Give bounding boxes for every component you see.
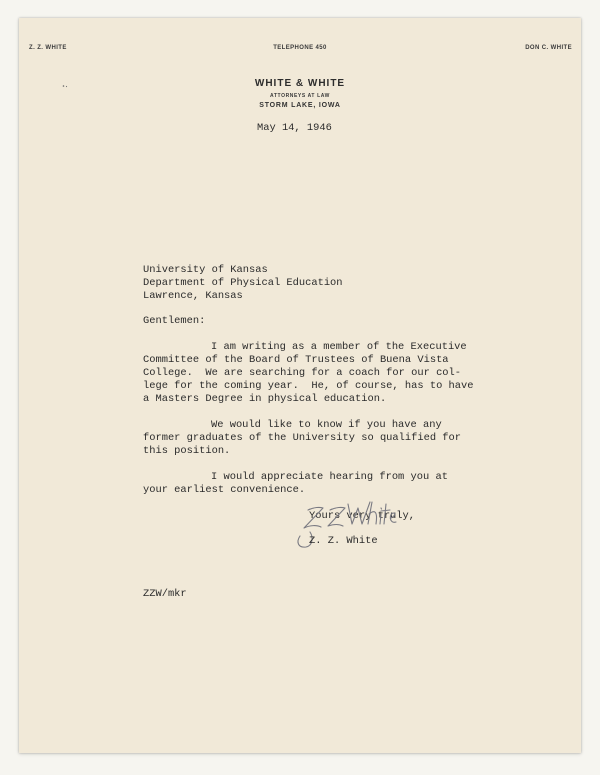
body-line: Committee of the Board of Trustees of Buena Vista	[143, 354, 449, 366]
body-line: I am writing as a member of the Executive	[211, 341, 467, 353]
letterhead-telephone: TELEPHONE 450	[273, 45, 327, 51]
body-line: I would appreciate hearing from you at	[211, 471, 448, 483]
body-line: College. We are searching for a coach for our col-	[143, 367, 462, 379]
body-line: a Masters Degree in physical education.	[143, 393, 387, 405]
signer-name: Z. Z. White	[309, 535, 378, 547]
body-line: We would like to know if you have any	[211, 419, 442, 431]
firm-name: WHITE & WHITE	[254, 78, 346, 89]
handwritten-signature	[290, 498, 410, 558]
body-line: former graduates of the University so qualified for	[143, 432, 462, 444]
letterhead-left-name: Z. Z. WHITE	[29, 45, 67, 51]
typist-initials: ZZW/mkr	[143, 588, 187, 600]
firm-city: STORM LAKE, IOWA	[259, 102, 341, 109]
letterhead-right-name: DON C. WHITE	[525, 45, 572, 51]
body-line: this position.	[143, 445, 231, 457]
salutation: Gentlemen:	[143, 315, 206, 327]
letter-date: May 14, 1946	[257, 122, 332, 134]
closing: Yours very truly,	[309, 510, 416, 522]
firm-subtitle: ATTORNEYS AT LAW	[270, 93, 330, 99]
body-line: your earliest convenience.	[143, 484, 306, 496]
address-line: Department of Physical Education	[143, 277, 343, 289]
address-line: University of Kansas	[143, 264, 268, 276]
address-line: Lawrence, Kansas	[143, 290, 243, 302]
body-line: lege for the coming year. He, of course, has to have	[143, 380, 474, 392]
